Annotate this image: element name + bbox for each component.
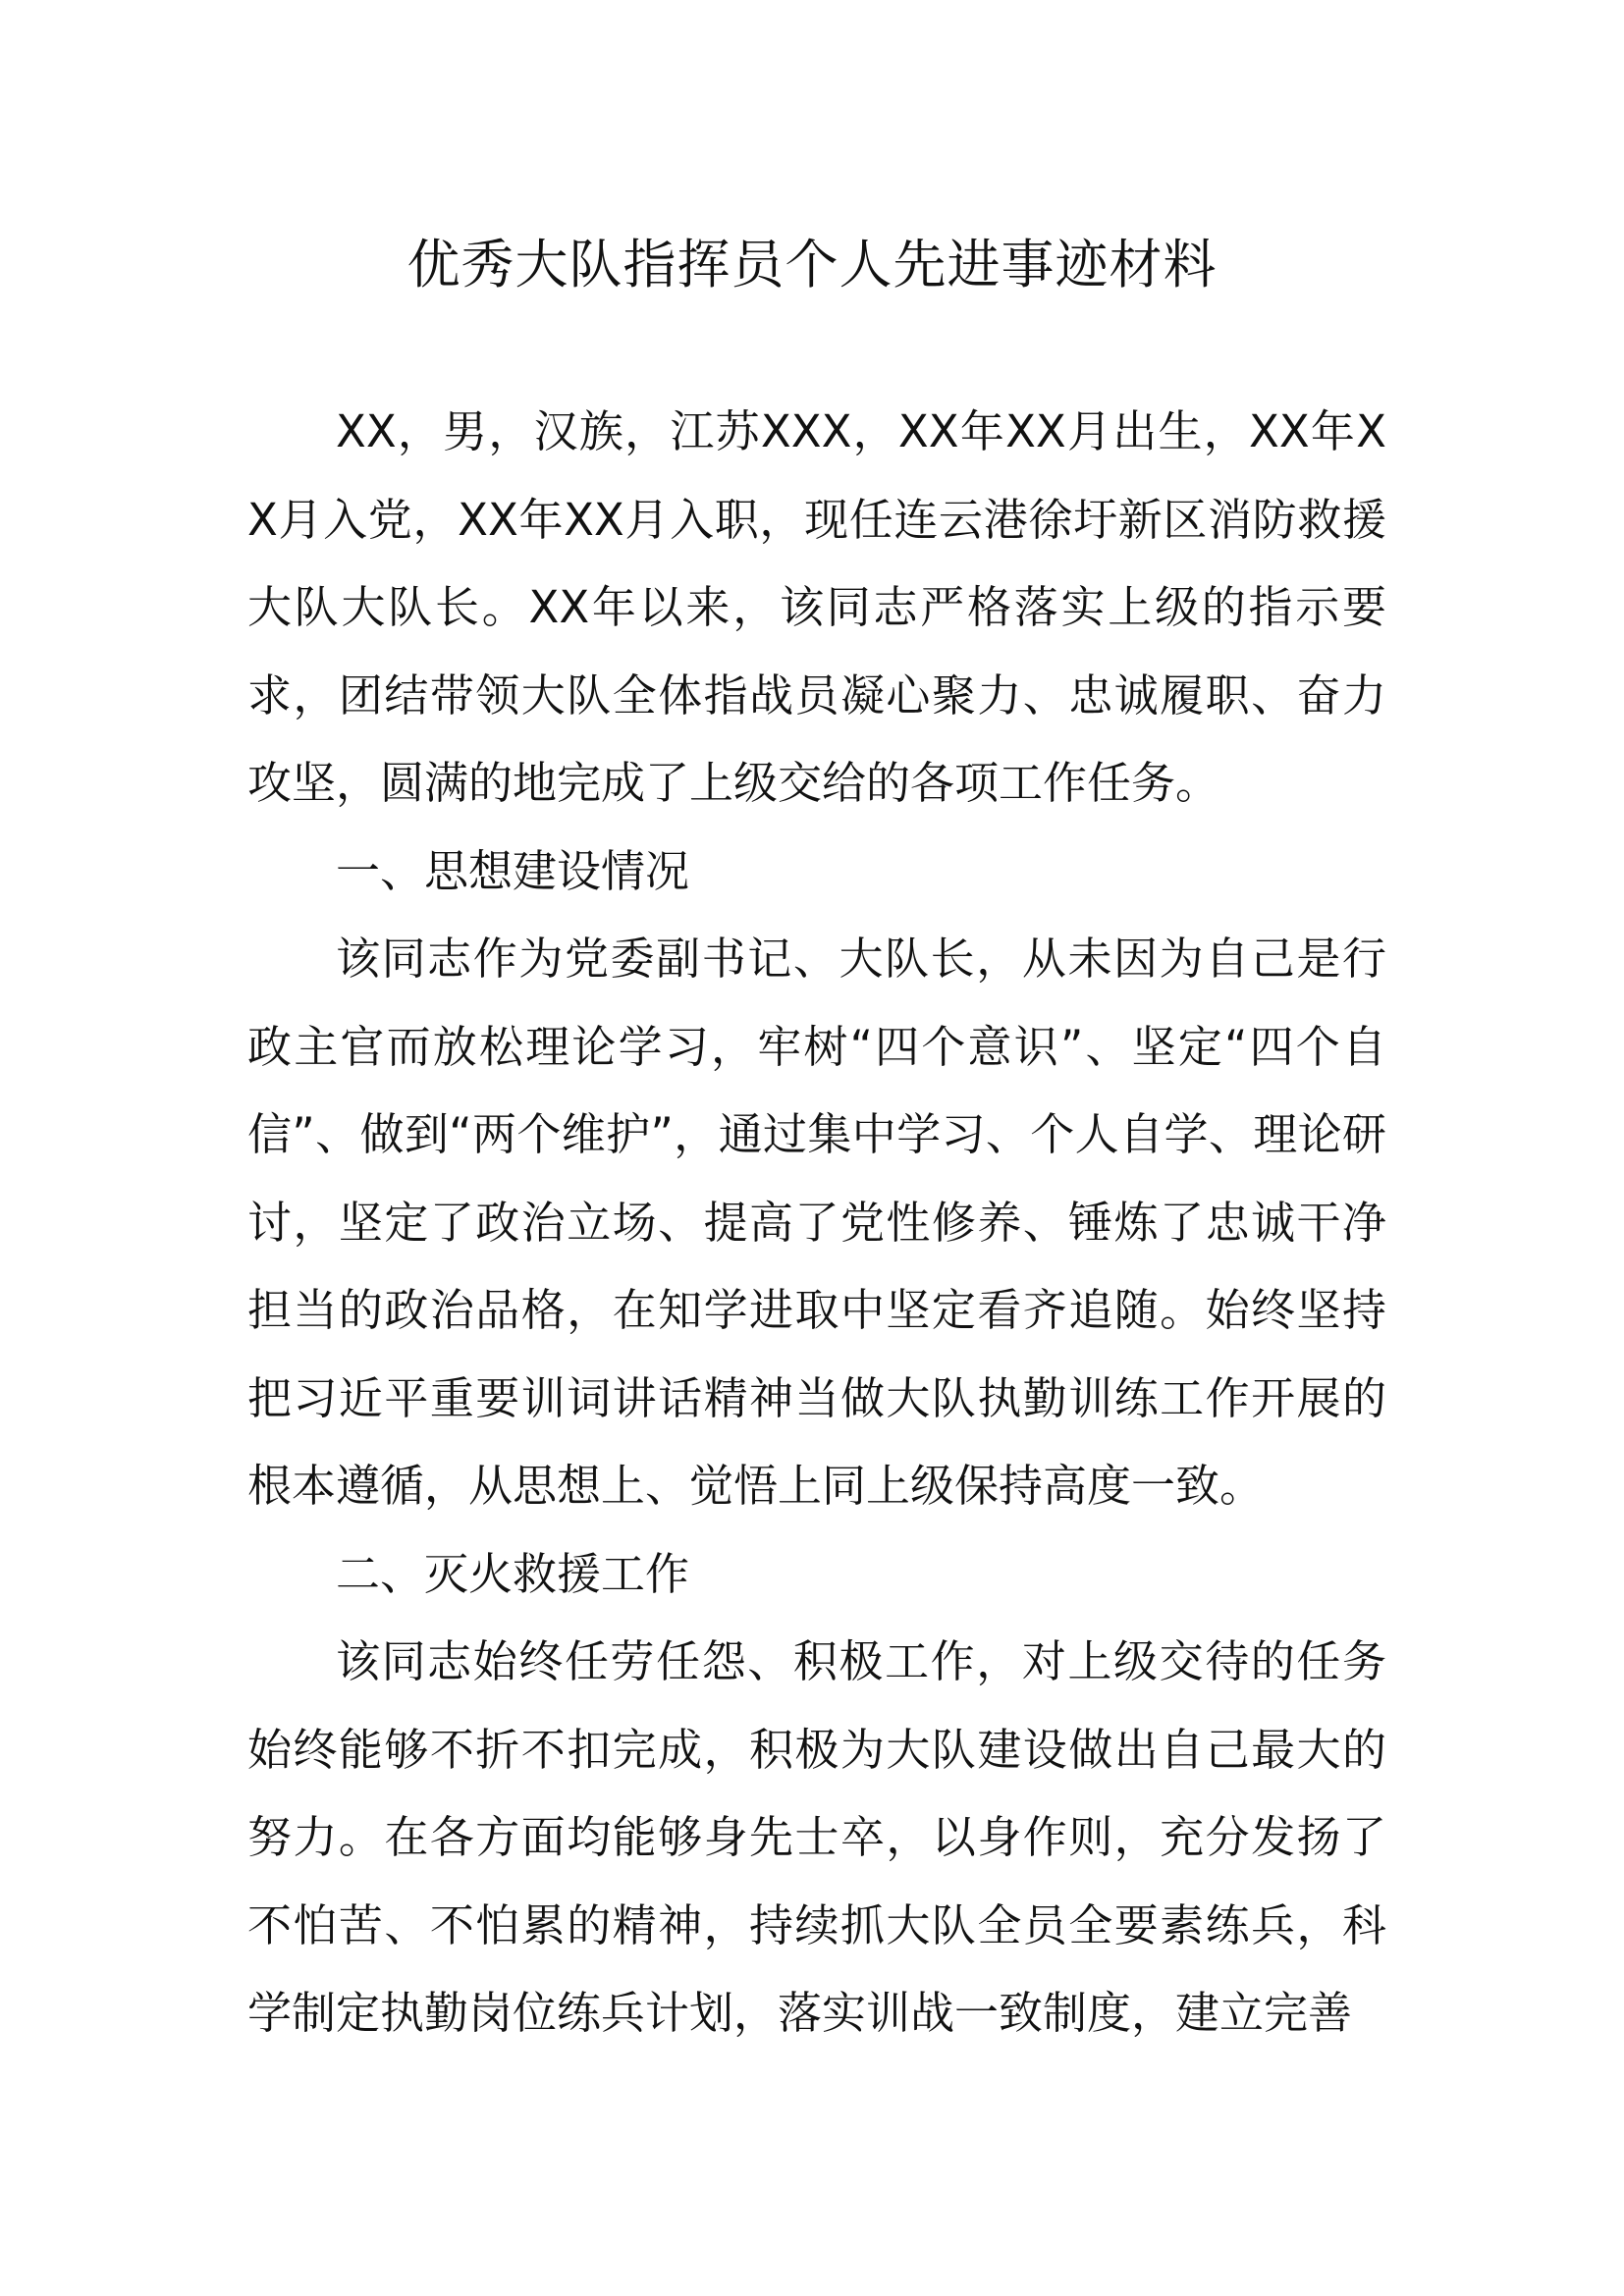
section-heading-ideology: 一、思想建设情况: [336, 844, 690, 897]
document-title: 优秀大队指挥员个人先进事迹材料: [406, 234, 1218, 295]
intro-paragraph: XX，男，汉族，江苏XXX，XX年XX月出生，XX年XX月入党，XX年XX月入职，现任连云港徐圩新区消防救援大队大队长。XX年以来，该同志严格落实上级的指示要求，团结带领大队全体指战员凝心聚力、忠诚履职、奋力攻坚，圆满的地完成了上级交给的各项工作任务。: [247, 405, 1386, 809]
section-paragraph-firefighting: 该同志始终任劳任怨、积极工作，对上级交待的任务始终能够不折不扣完成，积极为大队建设做出自己最大的努力。在各方面均能够身先士卒，以身作则，充分发扬了不怕苦、不怕累的精神，持续抓大队全员全要素练兵，科学制定执勤岗位练兵计划，落实训战一致制度，建立完善: [247, 1635, 1386, 2039]
section-paragraph-ideology: 该同志作为党委副书记、大队长，从未因为自己是行政主官而放松理论学习，牢树“四个意识”、坚定“四个自信”、做到“两个维护”，通过集中学习、个人自学、理论研讨，坚定了政治立场、提高了党性修养、锤炼了忠诚干净担当的政治品格，在知学进取中坚定看齐追随。始终坚持把习近平重要训词讲话精神当做大队执勤训练工作开展的根本遵循，从思想上、觉悟上同上级保持高度一致。: [247, 933, 1386, 1512]
section-heading-firefighting: 二、灭火救援工作: [336, 1547, 690, 1600]
document-body: [247, 388, 1386, 2057]
